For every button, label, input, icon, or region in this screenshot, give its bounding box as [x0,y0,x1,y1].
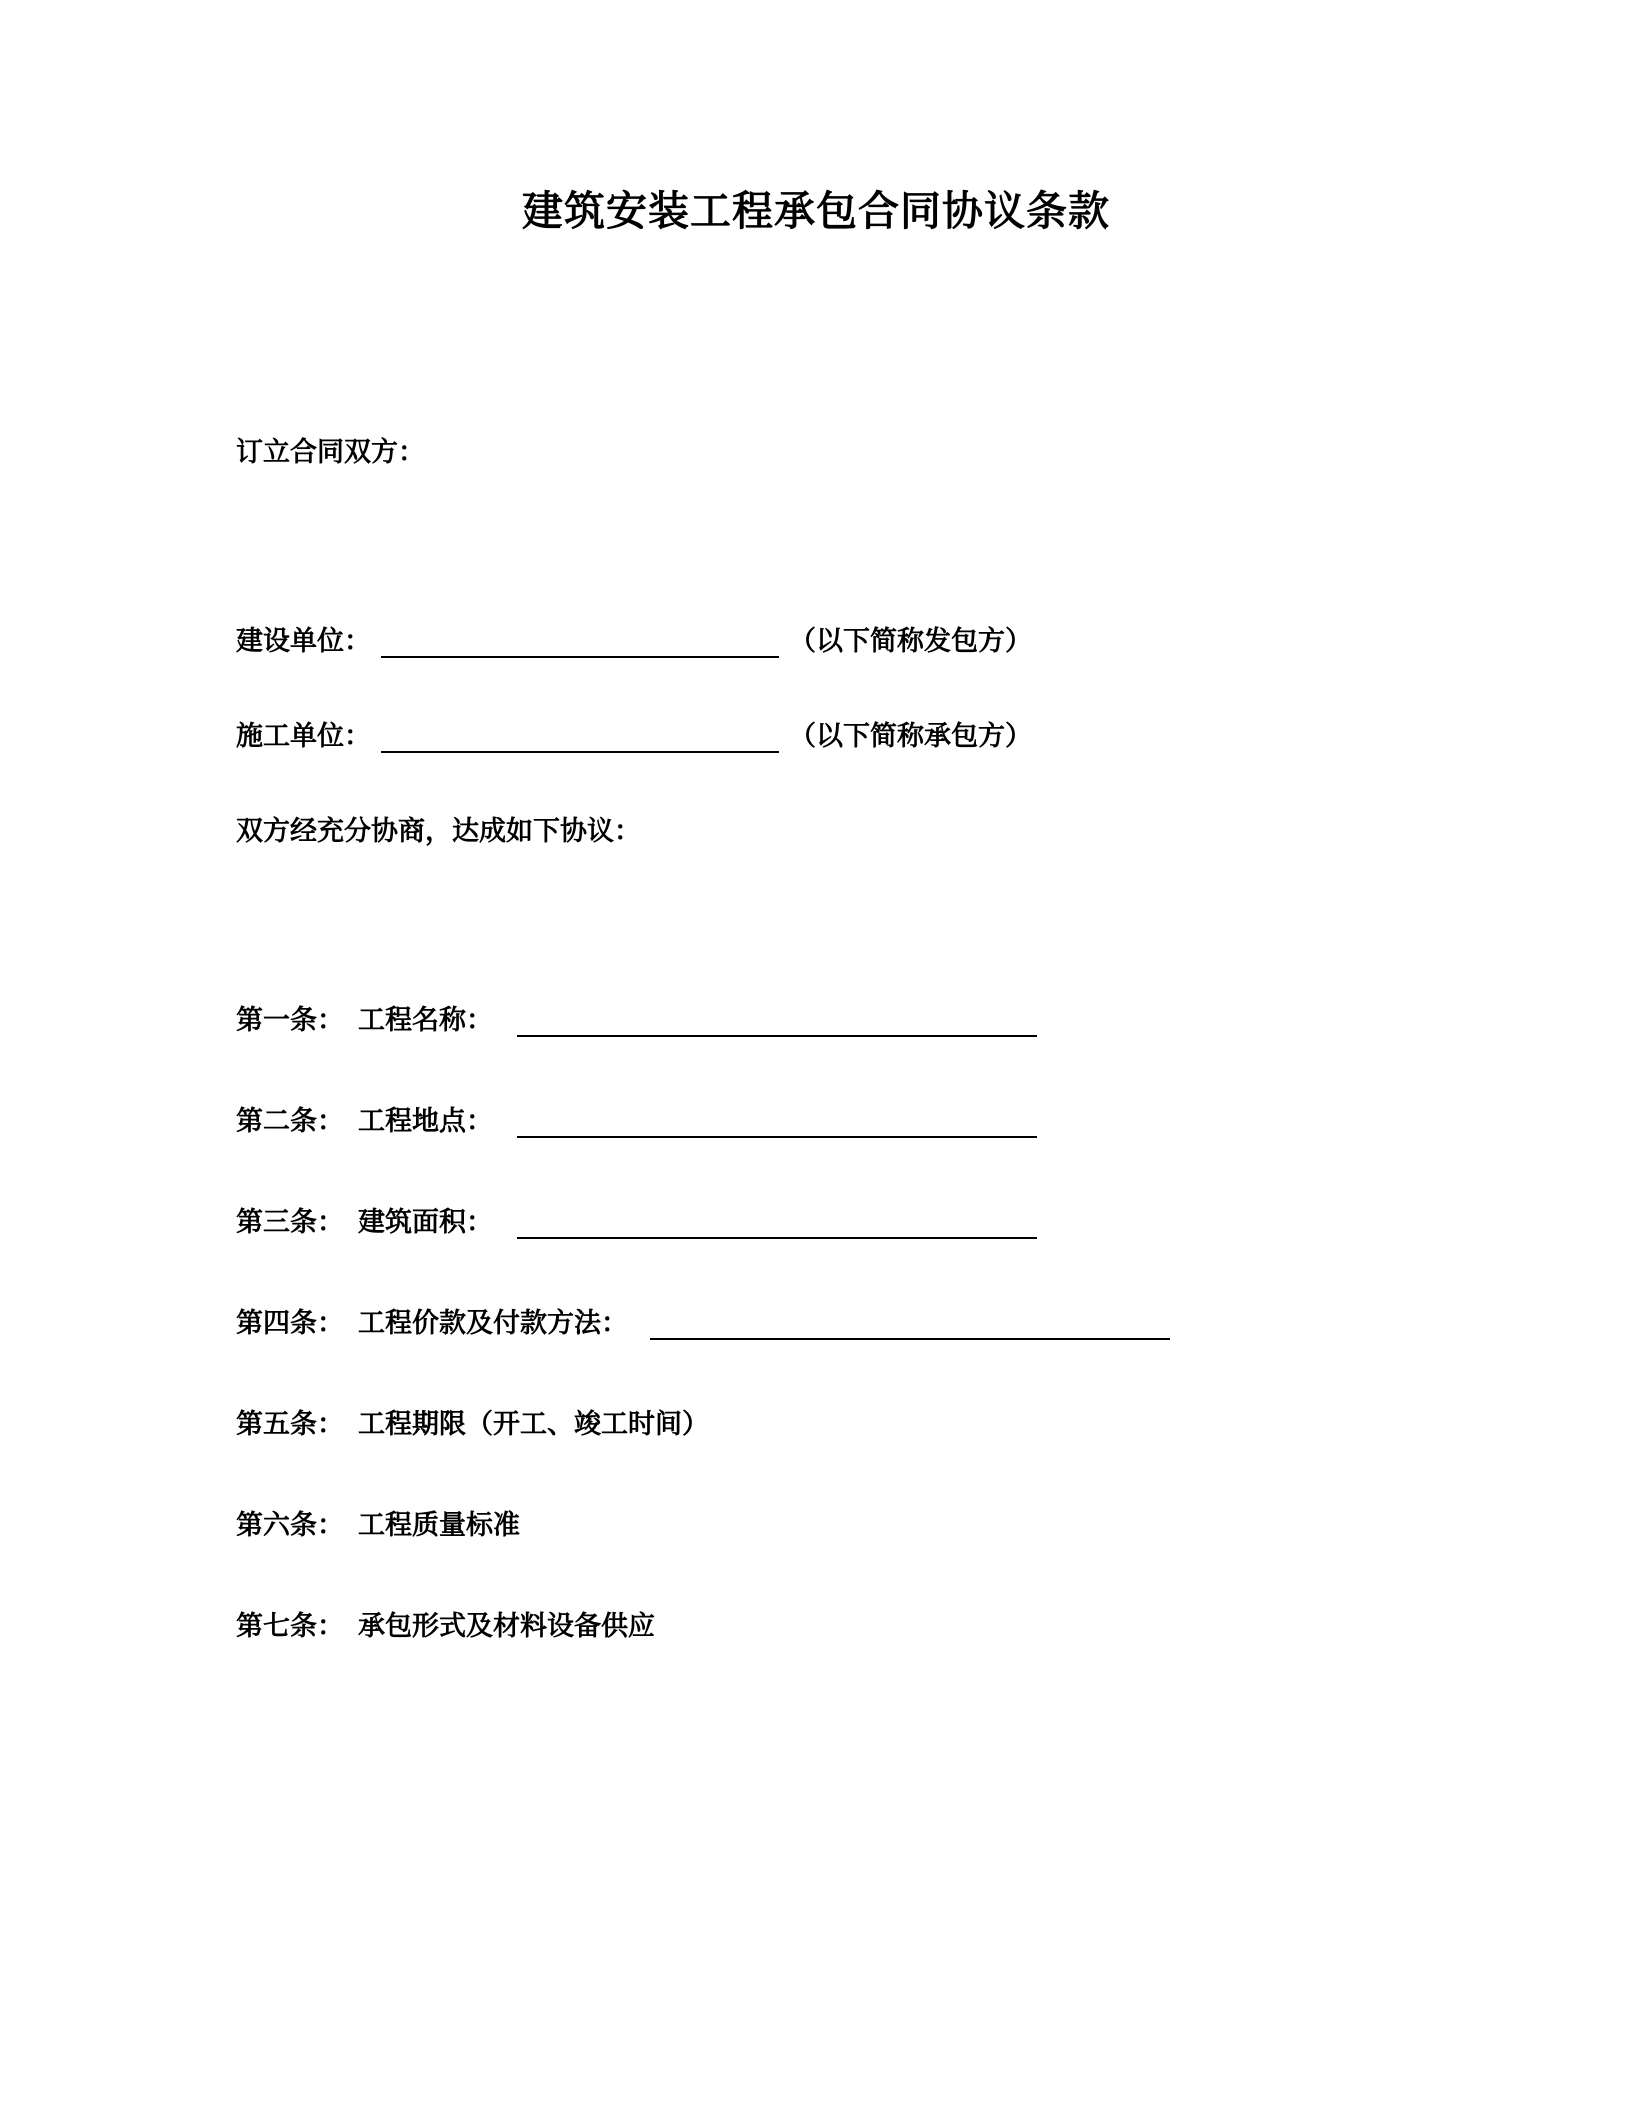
spacer [236,658,1436,714]
party-blank-construction-unit[interactable] [381,629,779,658]
spacer [236,753,1436,809]
clause-number-4: 第四条： [236,1308,344,1339]
clause-row-4 [236,1301,1436,1340]
spacer [236,1239,1436,1301]
clause-number-6: 第六条： [236,1510,344,1541]
party-label-construction-unit: 建设单位： [236,626,371,657]
spacer [236,469,1436,619]
spacer [236,848,1436,998]
clause-row-2 [236,1099,1436,1138]
intro-label: 订立合同双方： [236,437,425,468]
clause-text-6: 工程质量标准 [358,1510,520,1541]
spacer [236,1441,1436,1503]
party-row-contractor-unit [236,714,1436,753]
clause-text-1: 工程名称： [358,1005,493,1036]
document-body [236,430,1436,1643]
clause-row-6 [236,1503,1436,1542]
clause-row-3 [236,1200,1436,1239]
clause-row-7 [236,1604,1436,1643]
clause-text-4: 工程价款及付款方法： [358,1308,628,1339]
party-note-contractor-unit: （以下简称承包方） [789,721,1032,752]
clause-number-2: 第二条： [236,1106,344,1137]
clause-number-7: 第七条： [236,1611,344,1642]
clause-row-1 [236,998,1436,1037]
clause-number-1: 第一条： [236,1005,344,1036]
clause-blank-4[interactable] [650,1311,1170,1340]
clause-text-7: 承包形式及材料设备供应 [358,1611,655,1642]
spacer [236,1037,1436,1099]
agreement-statement [236,809,1436,848]
agreement-statement-text: 双方经充分协商，达成如下协议： [236,816,641,847]
clause-blank-1[interactable] [517,1008,1037,1037]
spacer [236,1542,1436,1604]
party-blank-contractor-unit[interactable] [381,724,779,753]
clause-number-5: 第五条： [236,1409,344,1440]
clause-text-5: 工程期限（开工、竣工时间） [358,1409,709,1440]
page-title: 建筑安装工程承包合同协议条款 [522,187,1110,235]
spacer [236,1138,1436,1200]
clause-row-5 [236,1402,1436,1441]
clause-blank-2[interactable] [517,1109,1037,1138]
clause-blank-3[interactable] [517,1210,1037,1239]
clause-text-3: 建筑面积： [358,1207,493,1238]
party-note-construction-unit: （以下简称发包方） [789,626,1032,657]
intro-line [236,430,1436,469]
party-label-contractor-unit: 施工单位： [236,721,371,752]
spacer [236,1340,1436,1402]
party-row-construction-unit [236,619,1436,658]
clause-number-3: 第三条： [236,1207,344,1238]
clause-text-2: 工程地点： [358,1106,493,1137]
